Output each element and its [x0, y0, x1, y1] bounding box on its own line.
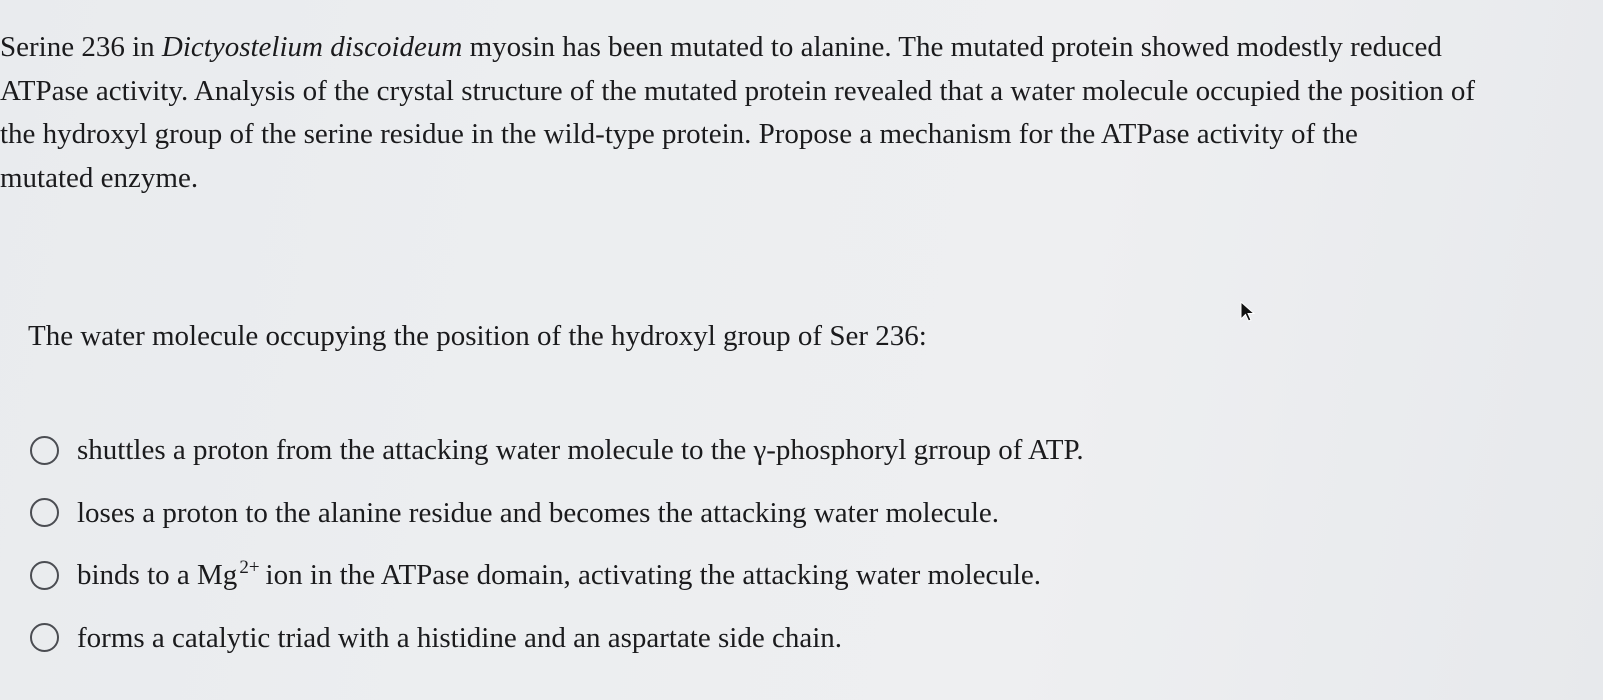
question-line-1-start: Serine 236 in: [0, 31, 162, 63]
species-name: Dictyostelium discoideum: [161, 31, 463, 63]
radio-button-4[interactable]: [30, 623, 59, 652]
question-line-3: the hydroxyl group of the serine residue in the wild-type protein. Propose a mechanism for the ATPase activity of the: [0, 118, 1358, 150]
question-line-1-end: myosin has been mutated to alanine. The mutated protein showed modestly reduced: [462, 31, 1442, 63]
radio-button-2[interactable]: [30, 498, 59, 527]
answer-option-4-label[interactable]: forms a catalytic triad with a histidine and an aspartate side chain.: [77, 621, 843, 654]
question-line-2: ATPase activity. Analysis of the crystal structure of the mutated protein revealed that a water molecule occupied the position of: [0, 74, 1476, 107]
answer-option-1-label[interactable]: shuttles a proton from the attacking water molecule to the γ-phosphoryl grroup of ATP.: [77, 434, 1084, 466]
answer-options: [30, 432, 1084, 682]
answer-prompt: The water molecule occupying the position of the hydroxyl group of Ser 236:: [28, 320, 927, 352]
question-text: [0, 26, 1600, 200]
answer-option-3-label-start: binds to a Mg: [77, 559, 238, 591]
answer-option-4[interactable]: [30, 620, 1084, 656]
radio-button-1[interactable]: [30, 436, 59, 465]
answer-option-1[interactable]: [30, 432, 1084, 468]
answer-option-3-label-end: ion in the ATPase domain, activating the attacking water molecule.: [265, 559, 1042, 591]
question-line-1: [0, 26, 1600, 70]
answer-option-2-label[interactable]: loses a proton to the alanine residue and becomes the attacking water molecule.: [77, 496, 1000, 529]
answer-option-2[interactable]: [30, 495, 1084, 531]
answer-option-3-label[interactable]: [77, 557, 1041, 593]
question-line-4: mutated enzyme.: [0, 161, 199, 194]
radio-button-3[interactable]: [30, 561, 59, 590]
superscript-charge: 2+: [239, 557, 260, 578]
answer-option-3[interactable]: [30, 557, 1084, 593]
arrow-cursor-icon: [1238, 300, 1258, 322]
